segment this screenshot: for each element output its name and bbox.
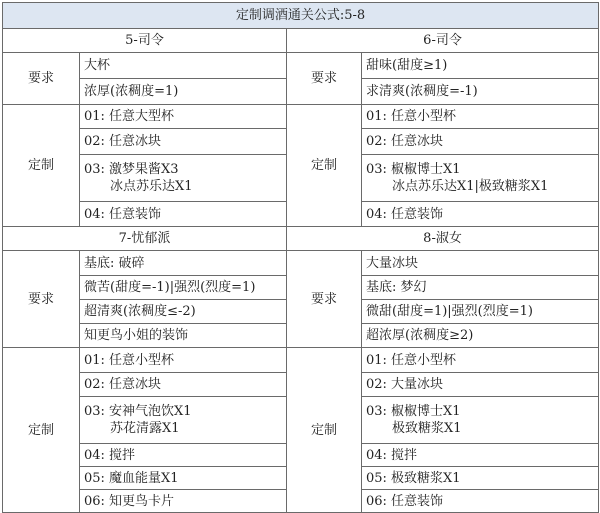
level-6-requirement: 甜味(甜度≥1)	[362, 53, 599, 79]
level-8-requirement: 微甜(甜度=1)|强烈(烈度=1)	[362, 300, 599, 324]
level-7-step-line: 03: 安神气泡饮X1	[84, 404, 192, 419]
level-7-requirement: 超清爽(浓稠度≤-2)	[80, 300, 287, 324]
level-8-step: 05: 极致糖浆X1	[362, 467, 599, 490]
level-7-custom-label: 定制	[3, 348, 80, 513]
recipe-table	[2, 2, 599, 513]
level-7-step-multi	[80, 397, 287, 444]
level-6-step: 02: 任意冰块	[362, 129, 599, 155]
level-6-step-multi	[362, 155, 599, 202]
recipe-table-container	[2, 2, 598, 513]
level-5-requirement: 大杯	[80, 53, 287, 79]
level-5-step: 02: 任意冰块	[80, 129, 287, 155]
level-8-step-line: 极致糖浆X1	[392, 421, 462, 436]
level-6-custom-label: 定制	[287, 105, 362, 227]
level-5-requirement: 浓厚(浓稠度=1)	[80, 79, 287, 105]
level-5-header: 5-司令	[3, 29, 287, 53]
level-6-header: 6-司令	[287, 29, 599, 53]
level-8-step: 06: 任意装饰	[362, 490, 599, 513]
level-8-step: 04: 搅拌	[362, 444, 599, 467]
level-6-step-line: 冰点苏乐达X1|极致糖浆X1	[392, 179, 549, 194]
level-5-step-multi	[80, 155, 287, 202]
level-7-step: 06: 知更鸟卡片	[80, 490, 287, 513]
level-8-custom-label: 定制	[287, 348, 362, 513]
level-6-requirement: 求清爽(浓稠度=-1)	[362, 79, 599, 105]
level-8-step: 01: 任意小型杯	[362, 348, 599, 373]
level-5-step-line: 冰点苏乐达X1	[110, 179, 193, 194]
level-7-step-line: 苏花清露X1	[110, 421, 180, 436]
level-7-step: 05: 魔血能量X1	[80, 467, 287, 490]
level-5-step-line: 03: 激梦果酱X3	[84, 162, 179, 177]
level-8-header: 8-淑女	[287, 227, 599, 251]
level-8-require-label: 要求	[287, 251, 362, 348]
level-6-step: 01: 任意小型杯	[362, 105, 599, 129]
level-6-step-line: 03: 椒椒博士X1	[366, 162, 461, 177]
level-8-requirement: 大量冰块	[362, 251, 599, 276]
level-7-requirement: 知更鸟小姐的装饰	[80, 324, 287, 348]
level-7-step: 04: 搅拌	[80, 444, 287, 467]
level-8-step: 02: 大量冰块	[362, 373, 599, 397]
level-6-step: 04: 任意装饰	[362, 202, 599, 227]
level-5-step: 01: 任意大型杯	[80, 105, 287, 129]
level-7-step: 01: 任意小型杯	[80, 348, 287, 373]
level-5-require-label: 要求	[3, 53, 80, 105]
level-8-step-multi	[362, 397, 599, 444]
level-5-step: 04: 任意装饰	[80, 202, 287, 227]
table-title: 定制调酒通关公式:5-8	[3, 3, 599, 29]
level-7-require-label: 要求	[3, 251, 80, 348]
level-8-step-line: 03: 椒椒博士X1	[366, 404, 461, 419]
level-7-requirement: 基底: 破碎	[80, 251, 287, 276]
level-8-requirement: 超浓厚(浓稠度≥2)	[362, 324, 599, 348]
level-7-requirement: 微苦(甜度=-1)|强烈(烈度=1)	[80, 276, 287, 300]
level-7-header: 7-忧郁派	[3, 227, 287, 251]
level-5-custom-label: 定制	[3, 105, 80, 227]
level-8-requirement: 基底: 梦幻	[362, 276, 599, 300]
level-7-step: 02: 任意冰块	[80, 373, 287, 397]
level-6-require-label: 要求	[287, 53, 362, 105]
